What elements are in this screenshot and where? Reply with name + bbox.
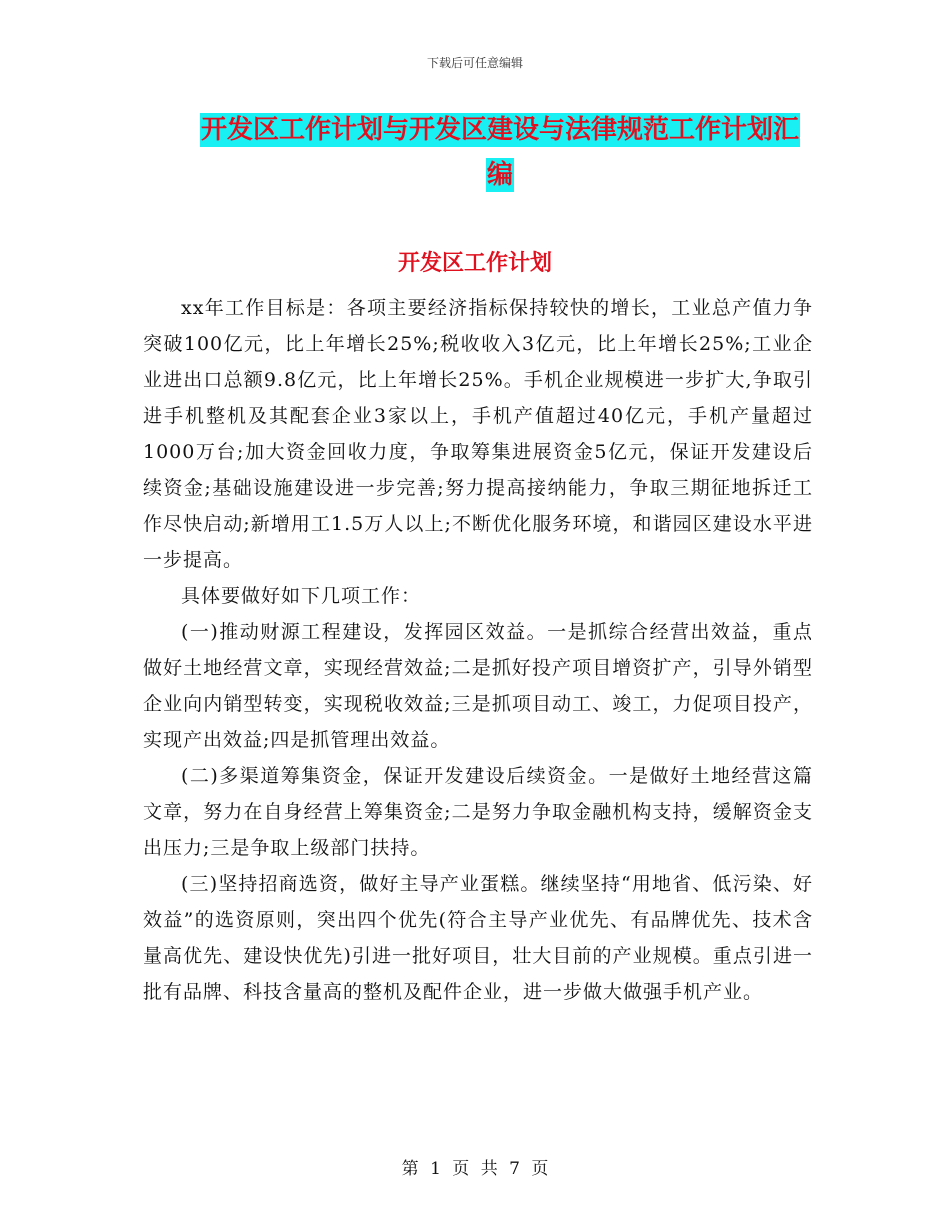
section-title: 开发区工作计划 xyxy=(397,250,552,276)
page-header: 下载后可任意编辑 xyxy=(426,56,523,70)
document-body xyxy=(143,290,813,1010)
document-title xyxy=(190,108,810,198)
page-footer: 第 1 页 共 7 页 xyxy=(401,1159,549,1179)
paragraph-item-3: (三)坚持招商选资，做好主导产业蛋糕。继续坚持“用地省、低污染、好效益”的选资原则，突出四个优先(符合主导产业优先、有品牌优先、技术含量高优先、建设快优先)引进一批好项目，壮大目前的产业规模。重点引进一批有品牌、科技含量高的整机及配件企业，进一步做大做强手机产业。 xyxy=(143,873,813,1003)
paragraph-item-1: (一)推动财源工程建设，发挥园区效益。一是抓综合经营出效益，重点做好土地经营文章，实现经营效益;二是抓好投产项目增资扩产，引导外销型企业向内销型转变，实现税收效益;三是抓项目动工、竣工，力促项目投产，实现产出效益;四是抓管理出效益。 xyxy=(143,621,813,751)
paragraph-goals: xx年工作目标是：各项主要经济指标保持较快的增长，工业总产值力争突破100亿元，比上年增长25%;税收收入3亿元，比上年增长25%;工业企业进出口总额9.8亿元，比上年增长25%。手机企业规模进一步扩大,争取引进手机整机及其配套企业3家以上，手机产值超过40亿元，手机产量超过1000万台;加大资金回收力度，争取筹集进展资金5亿元，保证开发建设后续资金;基础设施建设进一步完善;努力提高接纳能力，争取三期征地拆迁工作尽快启动;新增用工1.5万人以上;不断优化服务环境，和谐园区建设水平进一步提高。 xyxy=(143,297,813,571)
paragraph-item-2: (二)多渠道筹集资金，保证开发建设后续资金。一是做好土地经营这篇文章，努力在自身经营上筹集资金;二是努力争取金融机构支持，缓解资金支出压力;三是争取上级部门扶持。 xyxy=(143,765,813,859)
document-title-text: 开发区工作计划与开发区建设与法律规范工作计划汇编 xyxy=(200,115,799,190)
paragraph-intro: 具体要做好如下几项工作： xyxy=(181,585,422,607)
